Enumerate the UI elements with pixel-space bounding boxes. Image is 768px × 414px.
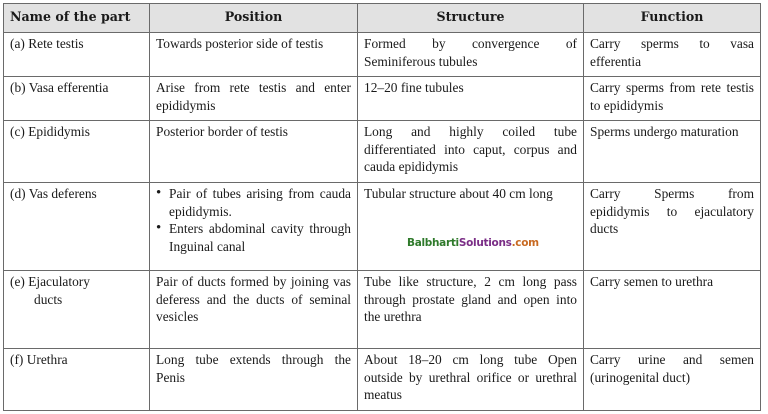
watermark-part: Solutions <box>458 237 512 249</box>
cell-function: Carry sperms to vasa efferentia <box>584 33 761 77</box>
bullet-item: • Enters abdominal cavity through Inguinal canal <box>156 220 351 255</box>
cell-name: (c) Epididymis <box>4 121 150 183</box>
header-position: Position <box>150 4 358 33</box>
cell-position <box>150 183 358 271</box>
cell-function: Sperms undergo maturation <box>584 121 761 183</box>
reproductive-parts-table <box>3 3 761 411</box>
header-structure: Structure <box>358 4 584 33</box>
bullet-item: • Pair of tubes arising from cauda epididymis. <box>156 185 351 220</box>
cell-function: Carry urine and semen (urinogenital duct) <box>584 349 761 411</box>
cell-name: (b) Vasa efferentia <box>4 77 150 121</box>
header-name-of-part: Name of the part <box>4 4 150 33</box>
table-row <box>4 77 761 121</box>
cell-name: (a) Rete testis <box>4 33 150 77</box>
cell-structure: Tube like structure, 2 cm long pass through prostate gland and open into the urethra <box>358 271 584 349</box>
table-row <box>4 271 761 349</box>
cell-position: Arise from rete testis and enter epididymis <box>150 77 358 121</box>
cell-structure: About 18–20 cm long tube Open outside by urethral orifice or urethral meatus <box>358 349 584 411</box>
name-line: ducts <box>34 291 63 307</box>
watermark-part: Balbharti <box>407 237 459 249</box>
cell-structure: Tubular structure about 40 cm long <box>358 183 584 271</box>
cell-structure: 12–20 fine tubules <box>358 77 584 121</box>
cell-name: (d) Vas deferens <box>4 183 150 271</box>
cell-name: (f) Urethra <box>4 349 150 411</box>
cell-structure: Formed by convergence of Seminiferous tubules <box>358 33 584 77</box>
cell-function: Carry semen to urethra <box>584 271 761 349</box>
watermark-part: .com <box>511 237 539 249</box>
cell-position: Long tube extends through the Penis <box>150 349 358 411</box>
table-row <box>4 33 761 77</box>
cell-position: Pair of ducts formed by joining vas deferess and the ducts of seminal vesicles <box>150 271 358 349</box>
cell-name <box>4 271 150 349</box>
cell-position: Towards posterior side of testis <box>150 33 358 77</box>
cell-function: Carry sperms from rete testis to epididymis <box>584 77 761 121</box>
cell-function: Carry Sperms from epididymis to ejaculatory ducts <box>584 183 761 271</box>
table-row <box>4 349 761 411</box>
cell-position: Posterior border of testis <box>150 121 358 183</box>
cell-structure: Long and highly coiled tube differentiated into caput, corpus and cauda epididymis <box>358 121 584 183</box>
table-row <box>4 121 761 183</box>
table-row <box>4 183 761 271</box>
table-header-row <box>4 4 761 33</box>
watermark-logo <box>407 237 539 249</box>
name-line: (e) Ejaculatory <box>10 274 90 289</box>
position-bullet-list <box>156 185 351 255</box>
header-function: Function <box>584 4 761 33</box>
